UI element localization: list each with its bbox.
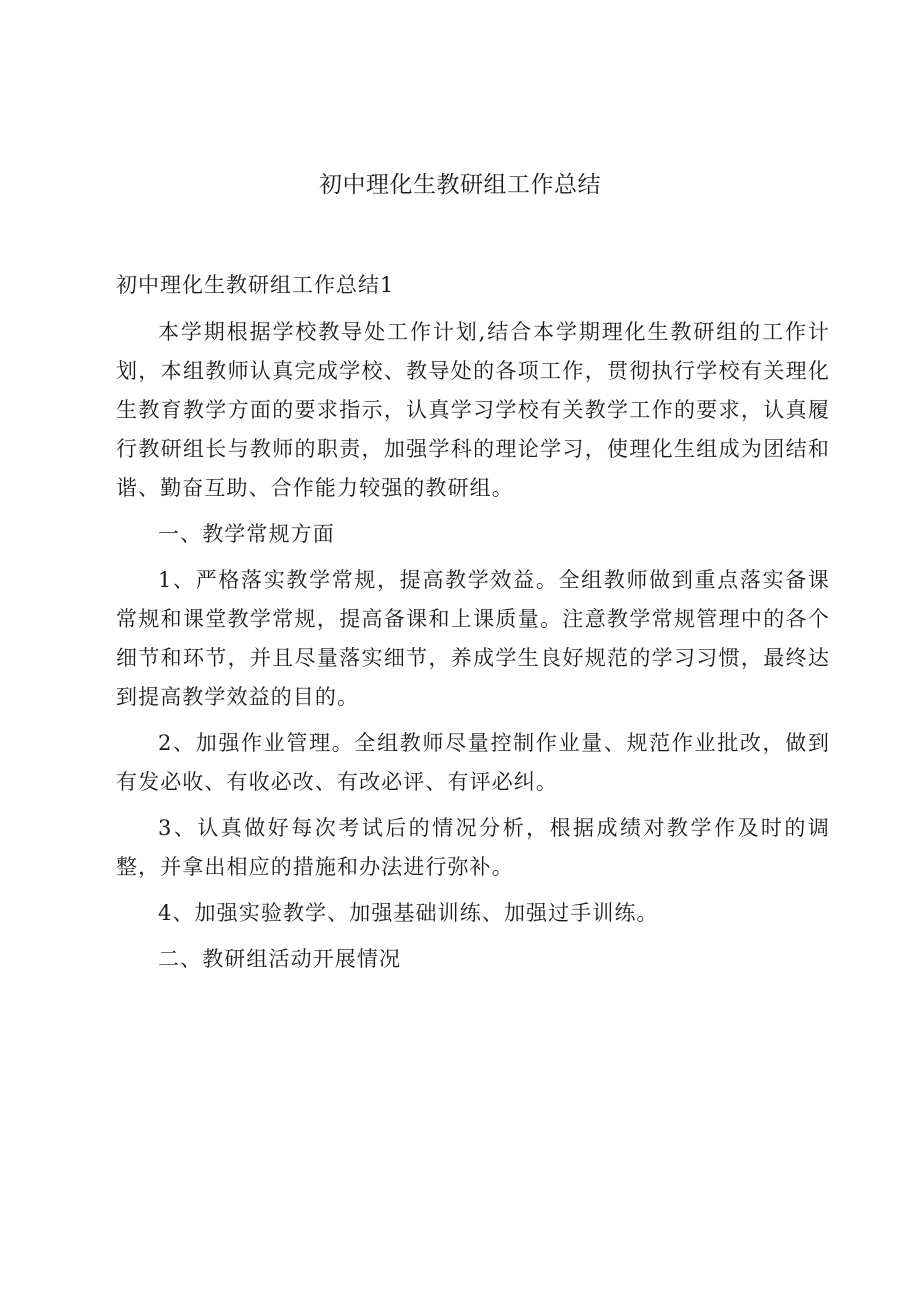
paragraph-item-4: 4、加强实验教学、加强基础训练、加强过手训练。 bbox=[158, 901, 659, 925]
paragraph-intro: 本学期根据学校教导处工作计划,结合本学期理化生教研组的工作计划，本组教师认真完成学校、教导处的各项工作，贯彻执行学校有关理化生教育教学方面的要求指示，认真学习学校有关教学工作的要求，认真履行教研组长与教师的职责，加强学科的理论学习，使理化生组成为团结和谐、勤奋互助、合作能力较强的教研组。 bbox=[116, 320, 830, 500]
document-title: 初中理化生教研组工作总结 bbox=[319, 172, 601, 198]
section-heading: 初中理化生教研组工作总结1 bbox=[116, 273, 395, 297]
heading-teaching-routine: 一、教学常规方面 bbox=[158, 522, 335, 546]
heading-research-activities: 二、教研组活动开展情况 bbox=[158, 947, 402, 971]
document-body bbox=[116, 313, 830, 986]
paragraph-item-2: 2、加强作业管理。全组教师尽量控制作业量、规范作业批改，做到有发必收、有收必改、有改必评、有评必纠。 bbox=[116, 731, 830, 794]
paragraph-item-3: 3、认真做好每次考试后的情况分析，根据成绩对教学作及时的调整，并拿出相应的措施和办法进行弥补。 bbox=[116, 816, 830, 879]
paragraph-item-1: 1、严格落实教学常规，提高教学效益。全组教师做到重点落实备课常规和课堂教学常规，提高备课和上课质量。注意教学常规管理中的各个细节和环节，并且尽量落实细节，养成学生良好规范的学习习惯，最终达到提高教学效益的目的。 bbox=[116, 568, 830, 709]
